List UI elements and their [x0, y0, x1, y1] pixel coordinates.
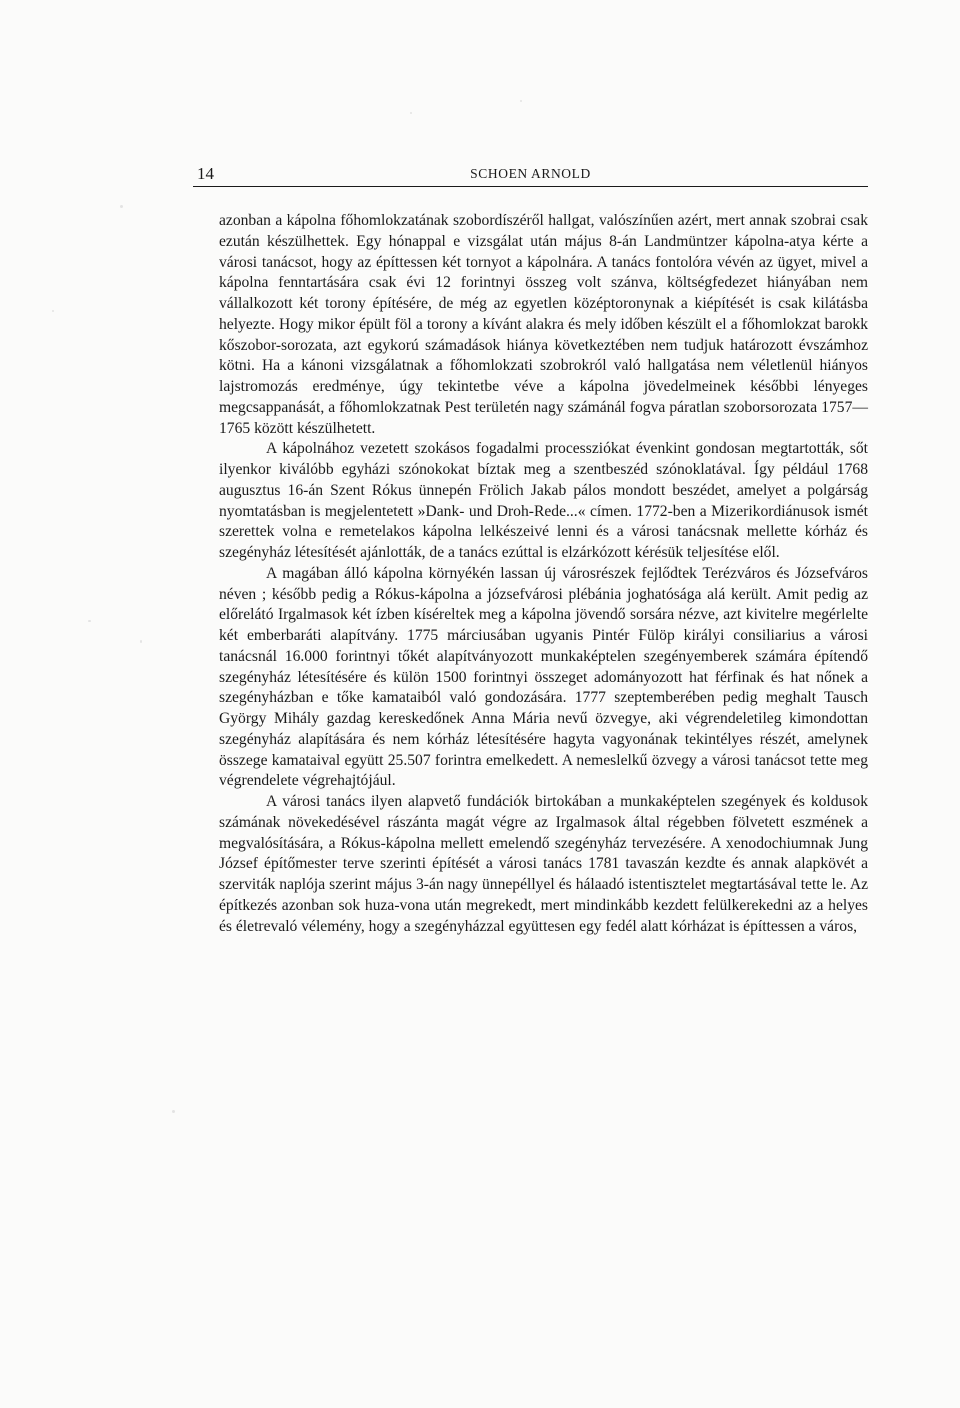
scan-speckle	[172, 1110, 175, 1113]
running-title: SCHOEN ARNOLD	[470, 166, 591, 181]
body-text	[193, 211, 868, 937]
paragraph-2: A kápolnához vezetett szokásos fogadalmi processziókat évenkint gondosan megtartották, sőt ilyenkor kiválóbb egyházi szónokokat bíztak meg a szentbeszéd szónoklatával. Így például 1768 augusztus 16-án Szent Rókus ünnepén Frölich Jakab pálos mondott beszédet, amelyet a polgárság nyomtatásban is megjelentetett »Dank- und Droh-Rede...« címen. 1772-ben a Mizerikordiánusok ismét szerettek volna e remetelakos kápolna lelkészeivé lenni és a városi tanácsnak mellette kórház és szegényház létesítését ajánlották, de a tanács ezúttal is elzárkózott kérésük teljesítése elől.	[219, 440, 868, 561]
scan-speckle	[410, 112, 412, 114]
paragraph-1: azonban a kápolna főhomlokzatának szobordíszéről hallgat, valószínűen azért, mert annak szobrai csak ezután készülhettek. Egy hónappal e vizsgálat után május 8-án Landmüntzer kápolna-atya kérte a városi tanácsot, hogy az építtessen két tornyot a kápolnára. A tanács fontolóra vévén az ügyet, mivel a kápolna fenntartására csak évi 12 forintnyi összeg volt szánva, költségfedezet hiányában nem vállalkozott két torony építésére, de még az egyetlen középtoronynak a kiépítését is csak kilátásba helyezte. Hogy mikor épült föl a torony a kívánt alakra és mely időben készült el a főhomlokzat barokk kőszobor-sorozata, azt egykorú számadások hiánya következtében nem tudjuk határozott évszámhoz kötni. Ha a kánoni vizsgálatnak a főhomlokzati szobrokról való hallgatása nem véletlenül hiányos lajstromozás eredménye, úgy tekintetbe véve a kápolna jövedelmeinek későbbi lényeges megcsappanását, a főhomlokzatnak Pest területén nagy számánál fogva páratlan szoborsorozata 1757—1765 között készülhetett.	[219, 212, 868, 437]
scan-speckle	[52, 310, 54, 312]
scan-speckle	[520, 100, 522, 102]
running-header	[193, 160, 868, 187]
document-page	[193, 160, 868, 937]
page-number: 14	[197, 164, 214, 183]
scan-speckle	[88, 620, 91, 622]
paragraph-3: A magában álló kápolna környékén lassan új városrészek fejlődtek Terézváros és Józsefváros néven ; később pedig a Rókus-kápolna a józsefvárosi plébánia joghatósága alá került. Amit pedig az előrelátó Irgalmasok két ízben kíséreltek meg a kápolna jövendő sorsára nézve, azt kivitelre megérlelte két emberbaráti alapítvány. 1775 márciusában ugyanis Pintér Fülöp királyi consiliarius a városi tanácsnál 16.000 forintnyi tőkét alapítványozott munkaképtelen szegényemberek számára építendő szegényház létesítésére és külön 1500 forintnyi összeget adományozott hat férfinak és hat nőnek a szegényházban e tőke kamataiból való gondozására. 1777 szeptemberében pedig meghalt Tausch György Mihály gazdag kereskedőnek Anna Mária nevű özvegye, aki végrendeletileg kimondottan szegényház alapítására és nem kórház létesítésére hagyta vagyonának tekintélyes részét, amelynek összege kamataival együtt 25.507 forintra emelkedett. A nemeslelkű özvegy a városi tanácsot tette meg végrendelete végrehajtójául.	[219, 564, 868, 790]
scan-speckle	[120, 205, 123, 208]
paragraph-4: A városi tanács ilyen alapvető fundációk birtokában a munkaképtelen szegények és koldusok számának növekedésével rászánta magát végre az Irgalmasok által régebben fölvetett eszmének a megvalósítására, a Rókus-kápolna mellett emelendő szegényház tervezésére. A xenodochiumnak Jung József építőmester terve szerinti építését a városi tanács 1781 tavaszán kezdte és annak alapkövét a szerviták naplója szerint május 3-án nagy ünnepéllyel és hálaadó istentisztelet megtartásával tette le. Az építkezés azonban sok huza-vona után megrekedt, mert mindinkább kezdett felülkerekedni az a helyes és életrevaló vélemény, hogy a szegényházzal együttesen egy fedél alatt kórházat is építtessen a város,	[219, 793, 868, 935]
scan-speckle	[140, 640, 142, 643]
